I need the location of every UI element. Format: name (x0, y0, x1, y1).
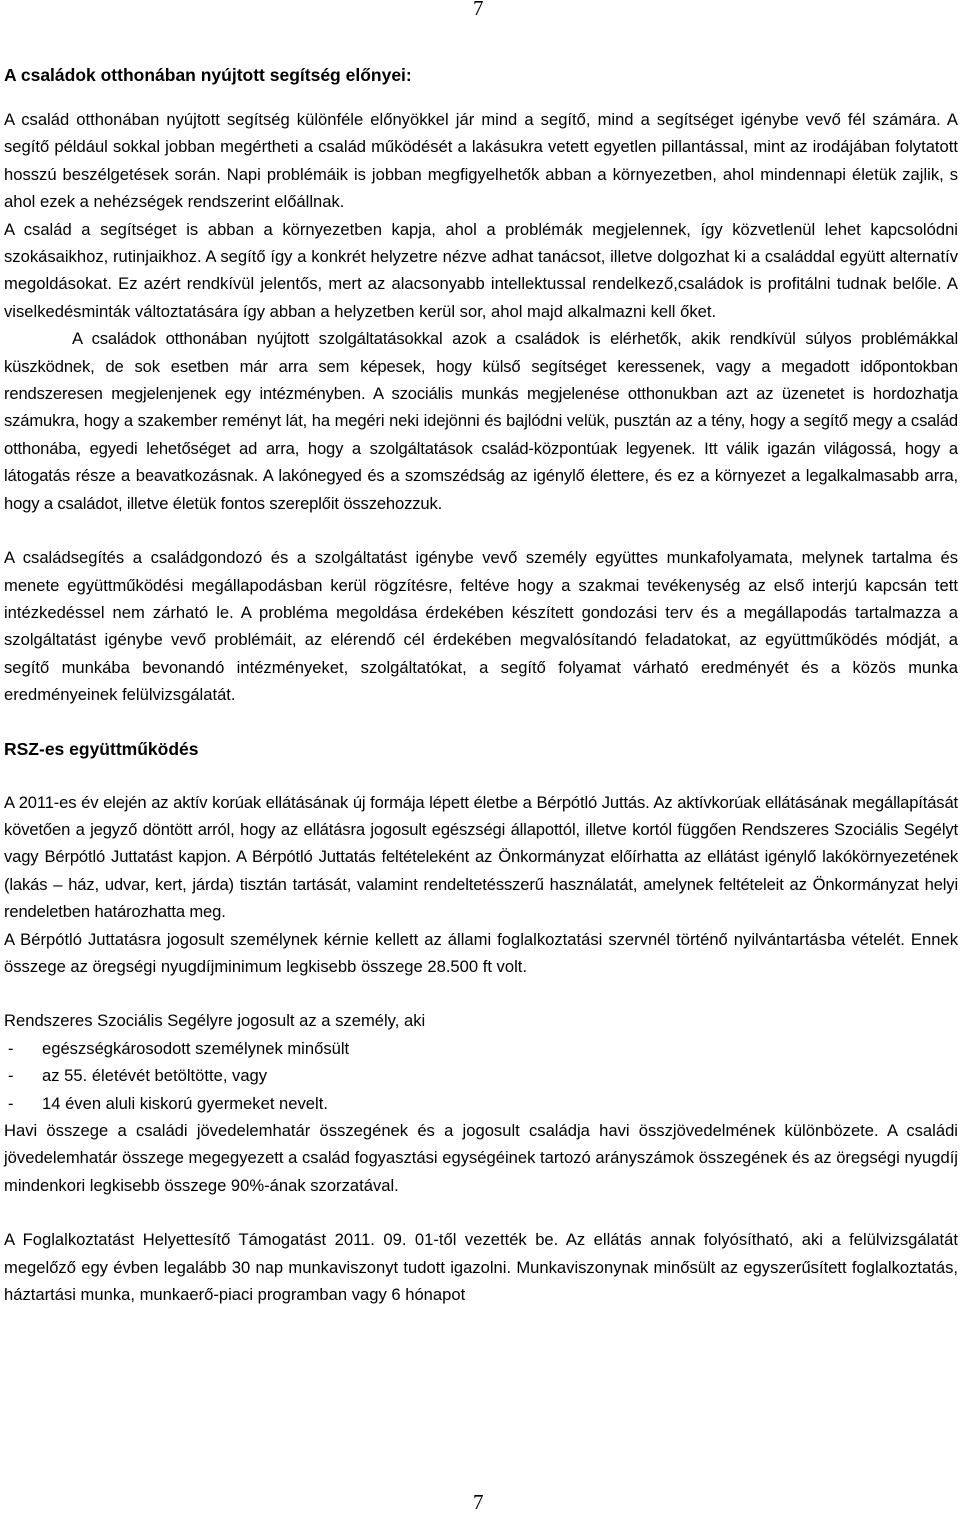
paragraph: A családok otthonában nyújtott szolgáltatásokkal azok a családok is elérhetők, akik rendkívül súlyos problémákkal küszködnek, de sok esetben már arra sem képesek, hogy külső segítséget keressenek, vagy a megadott időpontokban rendszeresen megjelenjenek egy intézményben. A szociális munkás megjelenése otthonukban azt az üzenetet is hordozhatja számukra, hogy a szakember reményt lát, ha megéri neki idejönni és bajlódni velük, pusztán az a tény, hogy a segítő megy a család otthonába, egyedi lehetőséget ad arra, hogy a szolgáltatások család-központúak legyenek. Itt válik igazán világossá, hogy a látogatás része a beavatkozásnak. A lakónegyed és a szomszédság az igénylő élettere, és ez a környezet a legalkalmasabb arra, hogy a családot, illetve életük fontos szereplőit összehozzuk. (4, 329, 958, 513)
spacer (4, 1199, 958, 1226)
page-number-top: 7 (473, 0, 484, 20)
paragraph: A 2011-es év elején az aktív korúak ellátásának új formája lépett életbe a Bérpótló Juttás. Az aktívkorúak ellátásának megállapítását követően a jegyző döntött arról, hogy az ellátásra jogosult egészségi állapottól, illetve kortól függően Rendszeres Szociális Segélyt vagy Bérpótló Juttatást kapjon. A Bérpótló Juttatás feltételeként az Önkormányzat előírhatta az ellátást igénylő lakókörnyezetének (lakás – ház, udvar, kert, járda) tisztán tartását, valamint rendeltetésszerű használatát, amelynek feltételeit az Önkormányzat helyi rendeletben határozhatta meg. (4, 792, 958, 922)
paragraph: A család a segítséget is abban a környezetben kapja, ahol a problémák megjelennek, így közvetlenül lehet kapcsolódni szokásaikhoz, rutinjaikhoz. A segítő így a konkrét helyzetre nézve adhat tanácsot, illetve dolgozhat ki a családdal együtt alternatív megoldásokat. Ez azért rendkívül jelentős, mert az alacsonyabb intellektussal rendelkező,családok is profitálni tudnak belőle. A viselkedésminták változtatására így abban a helyzetben kerül sor, ahol majd alkalmazni kell őket. (4, 219, 958, 321)
list-item: - az 55. életévét betöltötte, vagy (4, 1062, 958, 1089)
page-number-bottom: 7 (473, 1490, 484, 1514)
section-heading-home-help: A családok otthonában nyújtott segítség előnyei: (4, 65, 412, 85)
spacer (4, 709, 958, 736)
paragraph: A családsegítés a családgondozó és a szolgáltatást igénybe vevő személy együttes munkafolyamata, melynek tartalma és menete együttműködési megállapodásban kerül rögzítésre, feltéve hogy a szakmai tevékenység az első interjú kapcsán tett intézkedéssel nem zárható le. A probléma megoldása érdekében készített gondozási terv és a megállapodás tartalmazza a szolgáltatást igénybe vevő problémáit, az elérendő cél érdekében megvalósítandó feladatokat, az együttműködés módját, a segítő munkába bevonandó intézményeket, szolgáltatókat, a segítő folyamat várható eredményét és a közös munka eredményeinek felülvizsgálatát. (4, 548, 958, 705)
paragraph: Rendszeres Szociális Segélyre jogosult az a személy, aki (4, 1011, 426, 1031)
spacer (4, 88, 958, 106)
paragraph: A család otthonában nyújtott segítség különféle előnyökkel jár mind a segítő, mind a segítséget igénybe vevő fél számára. A segítő például sokkal jobban megértheti a család működését a lakásukra vetett egyetlen pillantással, mint az irodájában folytatott hosszú beszélgetések során. Napi problémáik is jobban megfigyelhetők abban a környezetben, ahol mindennapi életük zajlik, s ahol ezek a nehézségek rendszerint előállnak. (4, 110, 958, 212)
spacer (4, 762, 958, 789)
spacer (4, 517, 958, 544)
paragraph: A Foglalkoztatást Helyettesítő Támogatást 2011. 09. 01-től vezették be. Az ellátás annak folyósítható, aki a felülvizsgálatát megelőző egy évben legalább 30 nap munkaviszonyt tudott igazolni. Munkaviszonynak minősült az egyszerűsített foglalkoztatás, háztartási munka, munkaerő-piaci programban vagy 6 hónapot (4, 1230, 958, 1305)
section-heading-rsz: RSZ-es együttműködés (4, 738, 199, 759)
paragraph: A Bérpótló Juttatásra jogosult személynek kérnie kellett az állami foglalkoztatási szervnél történő nyilvántartásba vételét. Ennek összege az öregségi nyugdíjminimum legkisebb összege 28.500 ft volt. (4, 929, 958, 976)
paragraph: Havi összege a családi jövedelemhatár összegének és a jogosult családja havi összjövedelmének különbözete. A családi jövedelemhatár összege megegyezett a család fogyasztási egységéinek tartozó arányszámok összegének és az öregségi nyugdíj mindenkori legkisebb összege 90%-ának szorzatával. (4, 1121, 958, 1195)
spacer (4, 980, 958, 1007)
document-body (4, 62, 958, 1308)
eligibility-list (4, 1035, 958, 1117)
list-item: - 14 éven aluli kiskorú gyermeket nevelt. (4, 1090, 958, 1117)
list-item: - egészségkárosodott személynek minősült (4, 1035, 958, 1062)
